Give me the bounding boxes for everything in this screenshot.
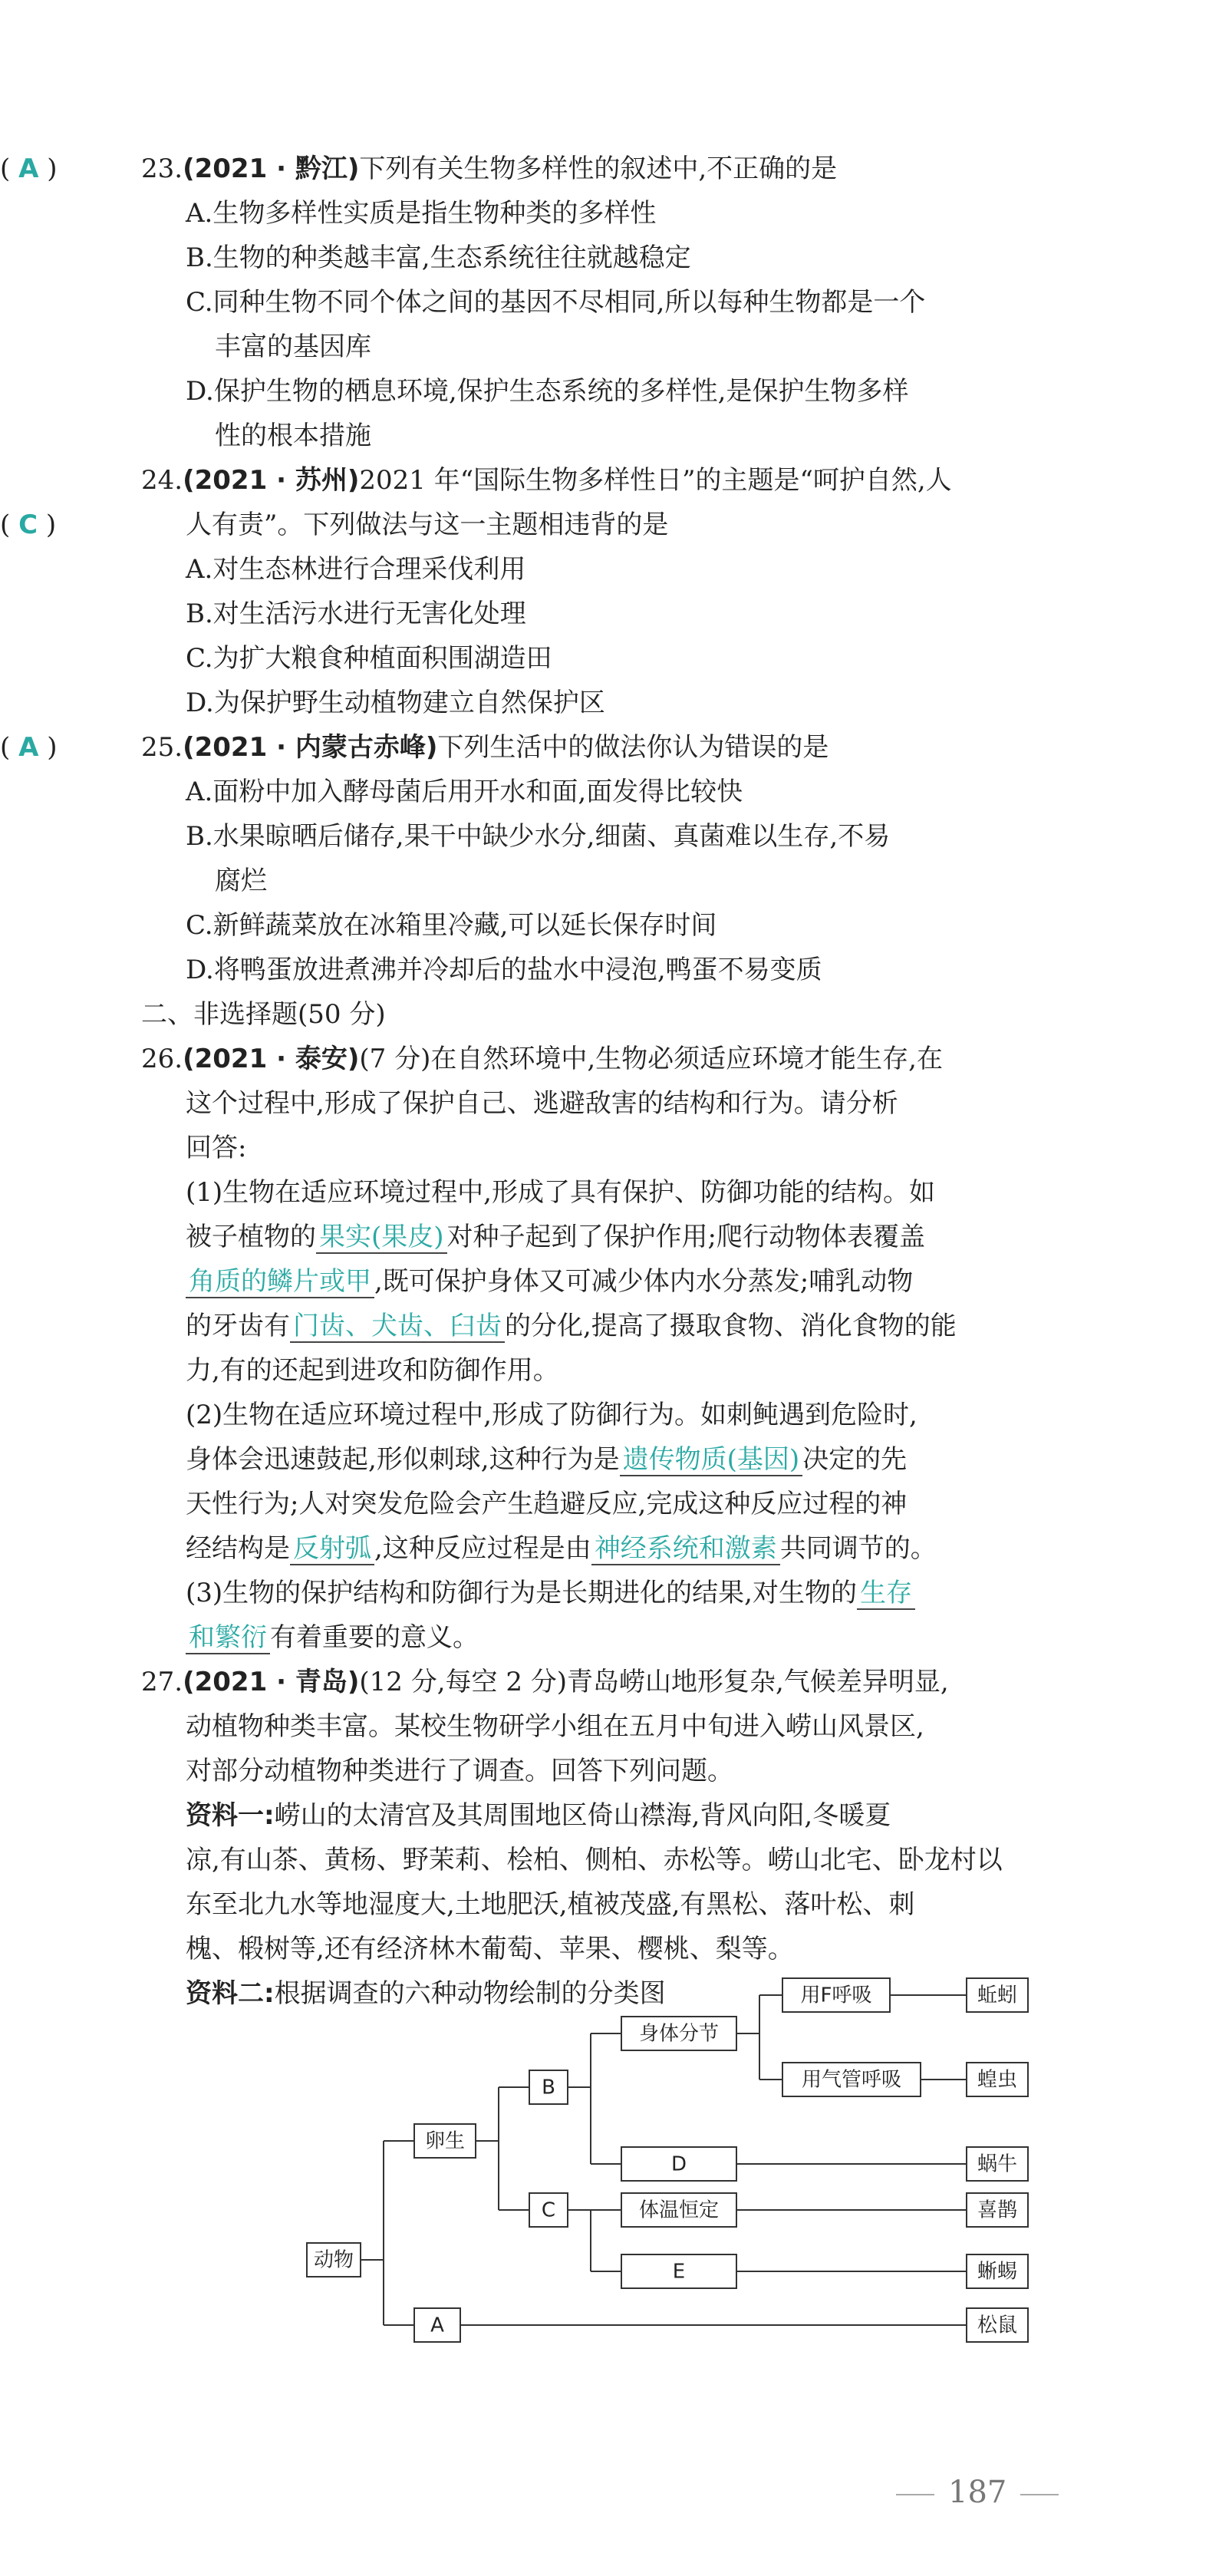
text: 根据调查的六种动物绘制的分类图	[274, 1978, 666, 2009]
question-stem: 下列有关生物多样性的叙述中,不正确的是	[359, 153, 838, 184]
node-root: 动物	[313, 2248, 354, 2272]
q23-answer: ( A )	[0, 153, 58, 184]
q23-option-c: C.同种生物不同个体之间的基因不尽相同,所以每种生物都是一个	[186, 287, 926, 318]
material-label: 资料二:	[186, 1978, 275, 2009]
text: 崂山的太清宫及其周围地区倚山襟海,背风向阳,冬暖夏	[274, 1800, 891, 1831]
node-warm-blooded: 体温恒定	[638, 2198, 720, 2222]
q25-option-a: A.面粉中加入酵母菌后用开水和面,面发得比较快	[186, 777, 743, 807]
q27-material1-line4: 槐、椴树等,还有经济林木葡萄、苹果、樱桃、梨等。	[186, 1934, 794, 1964]
question-stem: (7 分)在自然环境中,生物必须适应环境才能生存,在	[359, 1044, 943, 1074]
q26-part1-line5: 力,有的还起到进攻和防御作用。	[186, 1355, 559, 1386]
leaf-magpie: 喜鹊	[977, 2198, 1018, 2222]
question-stem: (12 分,每空 2 分)青岛崂山地形复杂,气候差异明显,	[359, 1667, 949, 1697]
divider	[896, 2494, 934, 2495]
node-f-breathing: 用F呼吸	[800, 1984, 872, 2007]
source-tag: (2021 · 苏州)	[183, 465, 360, 496]
text: 经结构是	[186, 1533, 290, 1564]
q26-part2-line3: 天性行为;人对突发危险会产生趋避反应,完成这种反应过程的神	[186, 1489, 908, 1519]
question-number: 23.	[141, 153, 183, 184]
leaf-earthworm: 蚯蚓	[977, 1984, 1018, 2007]
answer: A	[18, 153, 39, 184]
text: 对种子起到了保护作用;爬行动物体表覆盖	[446, 1222, 925, 1252]
question-number: 24.	[141, 465, 183, 496]
q24-option-a: A.对生态林进行合理采伐利用	[186, 554, 526, 585]
node-c: C	[541, 2198, 556, 2222]
source-tag: (2021 · 青岛)	[183, 1667, 360, 1697]
text: 被子植物的	[186, 1222, 316, 1252]
answer-blank: 角质的鳞片或甲	[186, 1266, 374, 1298]
question-number: 26.	[141, 1044, 183, 1074]
q27-stem-line2: 动植物种类丰富。某校生物研学小组在五月中旬进入崂山风景区,	[186, 1711, 924, 1742]
leaf-squirrel: 松鼠	[977, 2314, 1018, 2337]
text: 的牙齿有	[186, 1311, 290, 1341]
text: 有着重要的意义。	[270, 1622, 479, 1653]
q26-stem-line2: 这个过程中,形成了保护自己、逃避敌害的结构和行为。请分析	[186, 1088, 898, 1119]
q26-stem-line3: 回答:	[186, 1133, 247, 1163]
section-heading: 二、非选择题(50 分)	[141, 999, 386, 1030]
q26-part1-line1: (1)生物在适应环境过程中,形成了具有保护、防御功能的结构。如	[186, 1177, 935, 1208]
source-tag: (2021 · 黔江)	[183, 153, 360, 184]
q24-option-d: D.为保护野生动植物建立自然保护区	[186, 688, 605, 718]
q23-option-d-cont: 性的根本措施	[215, 421, 371, 451]
answer-blank: 神经系统和激素	[591, 1533, 780, 1565]
node-e: E	[672, 2260, 686, 2284]
q24-stem-cont: 人有责”。下列做法与这一主题相违背的是	[186, 510, 669, 540]
q23-option-c-cont: 丰富的基因库	[215, 331, 371, 362]
answer-blank: 果实(果皮)	[316, 1222, 447, 1254]
q25-option-b: B.水果晾晒后储存,果干中缺少水分,细菌、真菌难以生存,不易	[186, 821, 891, 852]
q25-answer: ( A )	[0, 732, 58, 763]
leaf-snail: 蜗牛	[977, 2152, 1018, 2176]
answer-blank: 和繁衍	[186, 1622, 270, 1654]
q27-material1-line3: 东至北九水等地湿度大,土地肥沃,植被茂盛,有黑松、落叶松、刺	[186, 1889, 915, 1920]
text: ,既可保护身体又可减少体内水分蒸发;哺乳动物	[374, 1266, 914, 1297]
text: (3)生物的保护结构和防御行为是长期进化的结果,对生物的	[186, 1578, 857, 1608]
answer-blank: 门齿、犬齿、臼齿	[290, 1311, 505, 1343]
node-egg: 卵生	[424, 2129, 466, 2153]
q25-option-d: D.将鸭蛋放进煮沸并冷却后的盐水中浸泡,鸭蛋不易变质	[186, 955, 822, 985]
leaf-locust: 蝗虫	[977, 2068, 1018, 2092]
text: ,这种反应过程是由	[374, 1533, 591, 1564]
node-b: B	[542, 2076, 555, 2099]
source-tag: (2021 · 泰安)	[183, 1044, 360, 1074]
text: 决定的先	[802, 1444, 908, 1475]
divider	[1020, 2494, 1059, 2495]
answer: A	[18, 732, 39, 763]
text: 共同调节的。	[779, 1533, 937, 1564]
q25-option-b-cont: 腐烂	[215, 866, 267, 896]
text: 身体会迅速鼓起,形似刺球,这种行为是	[186, 1444, 620, 1475]
question-stem: 下列生活中的做法你认为错误的是	[437, 732, 829, 763]
answer-blank: 反射弧	[290, 1533, 374, 1565]
q23-option-d: D.保护生物的栖息环境,保护生态系统的多样性,是保护生物多样	[186, 376, 909, 407]
q24-answer: ( C )	[0, 510, 57, 540]
q27-stem-line3: 对部分动植物种类进行了调查。回答下列问题。	[186, 1756, 733, 1786]
question-stem: 2021 年“国际生物多样性日”的主题是“呵护自然,人	[359, 465, 952, 496]
node-trachea: 用气管呼吸	[801, 2068, 902, 2092]
q25-option-c: C.新鲜蔬菜放在冰箱里冷藏,可以延长保存时间	[186, 910, 717, 941]
q23-option-a: A.生物多样性实质是指生物种类的多样性	[186, 198, 657, 229]
answer-blank: 生存	[857, 1578, 915, 1610]
node-d: D	[670, 2152, 687, 2176]
leaf-lizard: 蜥蜴	[977, 2260, 1018, 2284]
node-segmented: 身体分节	[638, 2022, 720, 2046]
node-a: A	[430, 2314, 444, 2337]
question-number: 27.	[141, 1667, 183, 1697]
material-label: 资料一:	[186, 1800, 275, 1831]
q23-option-b: B.生物的种类越丰富,生态系统往往就越稳定	[186, 242, 691, 273]
answer: C	[18, 510, 38, 540]
text: 的分化,提高了摄取食物、消化食物的能	[505, 1311, 957, 1341]
answer-blank: 遗传物质(基因)	[620, 1444, 803, 1476]
q26-part2-line1: (2)生物在适应环境过程中,形成了防御行为。如刺鲀遇到危险时,	[186, 1400, 917, 1430]
q24-option-c: C.为扩大粮食种植面积围湖造田	[186, 643, 552, 674]
q27-material1-line2: 凉,有山茶、黄杨、野茉莉、桧柏、侧柏、赤松等。崂山北宅、卧龙村以	[186, 1845, 1003, 1875]
question-number: 25.	[141, 732, 183, 763]
page-number	[882, 2475, 1072, 2510]
q24-option-b: B.对生活污水进行无害化处理	[186, 599, 526, 629]
page-number-text: 187	[948, 2475, 1007, 2510]
source-tag: (2021 · 内蒙古赤峰)	[183, 732, 438, 763]
